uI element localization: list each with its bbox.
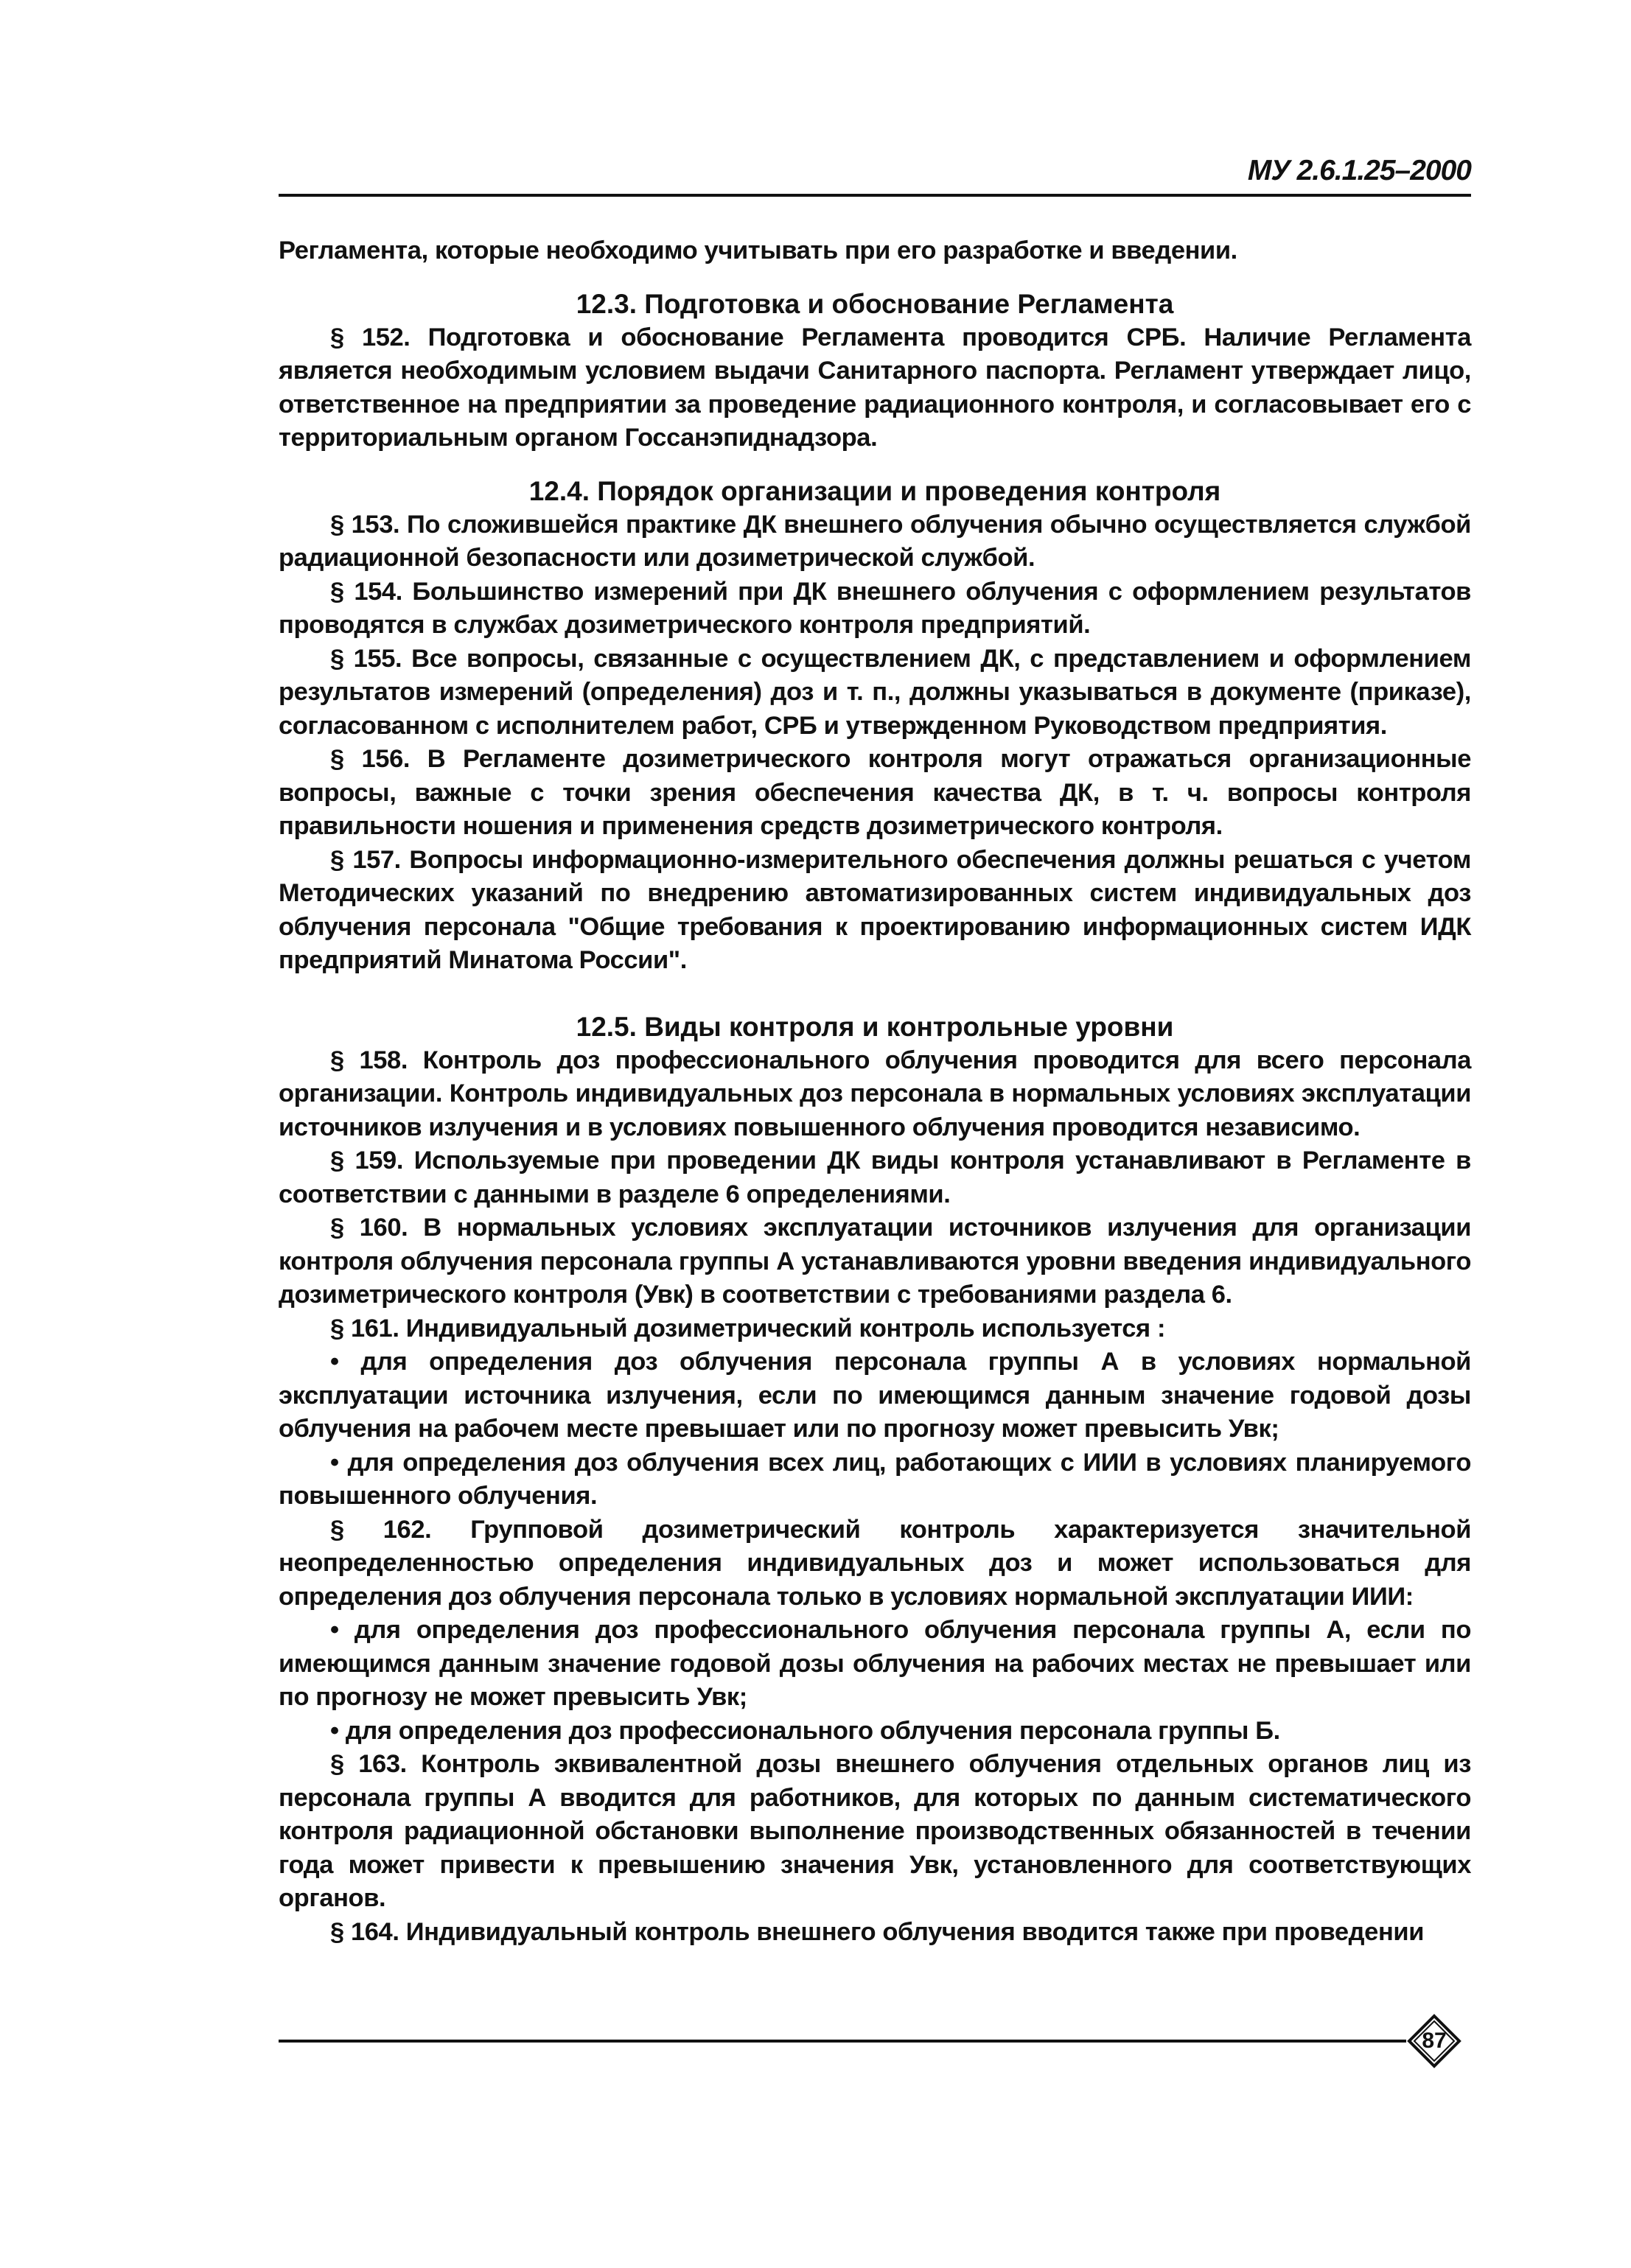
paragraph-160: § 160. В нормальных условиях эксплуатации источников излучения для организации контроля облучения персонала группы А устанавливаются уровни введения индивидуального дозиметрического контроля (Увк) в соответствии с требованиями раздела 6. — [279, 1214, 1471, 1309]
paragraph-155: § 155. Все вопросы, связанные с осуществлением ДК, с представлением и оформлением результатов измерений (определения) доз и т. п., должны указываться в документе (приказе), согласованном с исполнителем работ, СРБ и утвержденном Руководством предприятия. — [279, 644, 1471, 740]
page-number: 87 — [1422, 2029, 1447, 2053]
paragraph-163: § 163. Контроль эквивалентной дозы внешнего облучения отдельных органов лиц из персонала группы А вводится для работников, для которых по данным систематического контроля радиационной обстановки выполнение производственных обязанностей в течении года может привести к превышению значения Увк, установленного для соответствующих органов. — [279, 1750, 1471, 1912]
section-heading-12-4: 12.4. Порядок организации и проведения контроля — [528, 475, 1221, 506]
paragraph-156: § 156. В Регламенте дозиметрического контроля могут отражаться организационные вопросы, важные с точки зрения обеспечения качества ДК, в т. ч. вопросы контроля правильности ношения и применения средств дозиметрического контроля. — [279, 745, 1471, 840]
bullet-item: • для определения доз профессионального облучения персонала группы Б. — [330, 1716, 1280, 1745]
bullet-item: • для определения доз профессионального облучения персонала группы А, если по имеющимся данным значение годовой дозы облучения на рабочих местах не превышает или по прогнозу не может превысить Увк; — [279, 1616, 1471, 1711]
paragraph-153: § 153. По сложившейся практике ДК внешнего облучения обычно осуществляется службой радиационной безопасности или дозиметрической службой. — [279, 510, 1471, 572]
header-rule — [279, 194, 1471, 197]
footer-rule — [279, 2040, 1406, 2043]
bullet-item: • для определения доз облучения всех лиц, работающих с ИИИ в условиях планируемого повышенного облучения. — [279, 1448, 1471, 1510]
section-heading-12-3: 12.3. Подготовка и обоснование Регламента — [576, 288, 1174, 319]
paragraph-152: § 152. Подготовка и обоснование Регламента проводится СРБ. Наличие Регламента является необходимым условием выдачи Санитарного паспорта. Регламент утверждает лицо, ответственное на предприятии за проведение радиационного контроля, и согласовывает его с территориальным органом Госсанэпиднадзора. — [279, 323, 1471, 452]
paragraph-161: § 161. Индивидуальный дозиметрический контроль используется : — [330, 1314, 1166, 1343]
paragraph-159: § 159. Используемые при проведении ДК виды контроля устанавливают в Регламенте в соответствии с данными в разделе 6 определениями. — [279, 1147, 1471, 1208]
page-body — [279, 234, 1471, 1949]
paragraph-continuation: Регламента, которые необходимо учитывать при его разработке и введении. — [279, 237, 1237, 265]
page-number-badge — [1405, 2012, 1464, 2071]
document-code: МУ 2.6.1.25–2000 — [1247, 155, 1471, 186]
paragraph-162: § 162. Групповой дозиметрический контроль характеризуется значительной неопределенностью определения индивидуальных доз и может использоваться для определения доз облучения персонала только в условиях нормальной эксплуатации ИИИ: — [279, 1515, 1471, 1611]
paragraph-164: § 164. Индивидуальный контроль внешнего облучения вводится также при проведении — [330, 1917, 1425, 1946]
paragraph-157: § 157. Вопросы информационно-измерительного обеспечения должны решаться с учетом Методических указаний по внедрению автоматизированных систем индивидуальных доз облучения персонала "Общие требования к проектированию информационных систем ИДК предприятий Минатома России". — [279, 845, 1471, 974]
section-heading-12-5: 12.5. Виды контроля и контрольные уровни — [576, 1011, 1174, 1042]
bullet-item: • для определения доз облучения персонала группы А в условиях нормальной эксплуатации источника излучения, если по имеющимся данным значение годовой дозы облучения на рабочем месте превышает или по прогнозу может превысить Увк; — [279, 1348, 1471, 1443]
paragraph-158: § 158. Контроль доз профессионального облучения проводится для всего персонала организации. Контроль индивидуальных доз персонала в нормальных условиях эксплуатации источников излучения и в условиях повышенного облучения проводится независимо. — [279, 1046, 1471, 1141]
paragraph-154: § 154. Большинство измерений при ДК внешнего облучения с оформлением результатов проводятся в службах дозиметрического контроля предприятий. — [279, 577, 1471, 639]
